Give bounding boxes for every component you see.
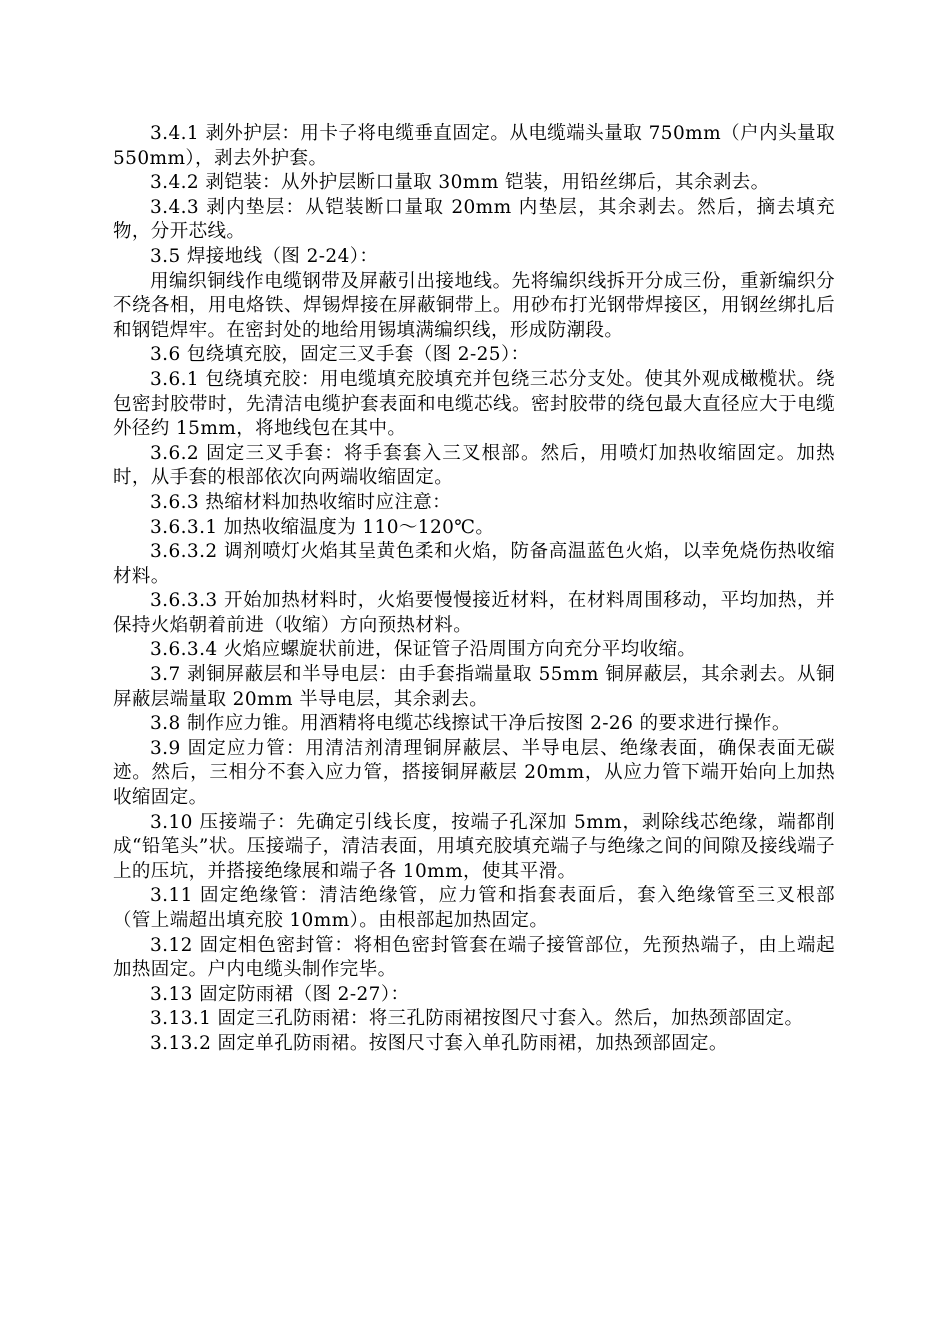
paragraph-3-4-1: 3.4.1 剥外护层：用卡子将电缆垂直固定。从电缆端头量取 750mm（户内头量取 550mm），剥去外护套。	[113, 123, 835, 169]
paragraph-3-4-3: 3.4.3 剥内垫层：从铠装断口量取 20mm 内垫层，其余剥去。然后，摘去填充物，分开芯线。	[113, 196, 835, 243]
paragraph-3-4-2: 3.4.2 剥铠装：从外护层断口量取 30mm 铠装，用铅丝绑后，其余剥去。	[150, 172, 770, 194]
paragraph-3-6-1: 3.6.1 包绕填充胶：用电缆填充胶填充并包绕三芯分支处。使其外观成橄榄状。绕包密封胶带时，先清洁电缆护套表面和电缆芯线。密封胶带的绕包最大直径应大于电缆外径约 15mm，将地线包在其中。	[113, 368, 835, 440]
heading-3-5: 3.5 焊接地线（图 2-24）：	[150, 245, 379, 267]
paragraph-3-10: 3.10 压接端子：先确定引线长度，按端子孔深加 5mm，剥除线芯绝缘，端都削成“铅笔头”状。压接端子，清洁表面，用填充胶填充端子与绝缘之间的间隙及接线端子上的压坑，并搭接绝缘展和端子各 10mm，使其平滑。	[113, 811, 835, 882]
paragraph-3-12: 3.12 固定相色密封管：将相色密封管套在端子接管部位，先预热端子，由上端起加热固定。户内电缆头制作完毕。	[113, 934, 835, 981]
paragraph-3-5-body: 用编织铜线作电缆钢带及屏蔽引出接地线。先将编织线拆开分成三份，重新编织分不绕各相，用电烙铁、焊锡焊接在屏蔽铜带上。用砂布打光钢带焊接区，用钢丝绑扎后和钢铠焊牢。在密封处的地给用锡填满编织线，形成防潮段。	[113, 270, 835, 341]
paragraph-3-11: 3.11 固定绝缘管：清洁绝缘管，应力管和指套表面后，套入绝缘管至三叉根部（管上端超出填充胶 10mm）。由根部起加热固定。	[113, 885, 835, 931]
paragraph-3-8: 3.8 制作应力锥。用酒精将电缆芯线擦试干净后按图 2-26 的要求进行操作。	[150, 713, 791, 735]
paragraph-3-6-3-4: 3.6.3.4 火焰应螺旋状前进，保证管子沿周围方向充分平均收缩。	[150, 639, 697, 661]
paragraph-3-13-2: 3.13.2 固定单孔防雨裙。按图尺寸套入单孔防雨裙，加热颈部固定。	[150, 1032, 728, 1054]
heading-3-6-3: 3.6.3 热缩材料加热收缩时应注意：	[150, 491, 452, 513]
heading-3-6: 3.6 包绕填充胶，固定三叉手套（图 2-25）：	[150, 344, 530, 366]
paragraph-3-9: 3.9 固定应力管：用清洁剂清理铜屏蔽层、半导电层、绝缘表面，确保表面无碳迹。然后，三相分不套入应力管，搭接铜屏蔽层 20mm，从应力管下端开始向上加热收缩固定。	[113, 737, 835, 809]
paragraph-3-6-3-2: 3.6.3.2 调剂喷灯火焰其呈黄色柔和火焰，防备高温蓝色火焰，以幸免烧伤热收缩材料。	[113, 541, 835, 587]
paragraph-3-13-1: 3.13.1 固定三孔防雨裙：将三孔防雨裙按图尺寸套入。然后，加热颈部固定。	[150, 1008, 804, 1030]
paragraph-3-6-3-1: 3.6.3.1 加热收缩温度为 110～120℃。	[150, 516, 495, 538]
heading-3-13: 3.13 固定防雨裙（图 2-27）：	[150, 983, 410, 1005]
paragraph-3-6-2: 3.6.2 固定三叉手套：将手套套入三叉根部。然后，用喷灯加热收缩固定。加热时，从手套的根部依次向两端收缩固定。	[113, 442, 835, 489]
paragraph-3-6-3-3: 3.6.3.3 开始加热材料时，火焰要慢慢接近材料，在材料周围移动，平均加热，并保持火焰朝着前进（收缩）方向预热材料。	[113, 590, 835, 636]
document-body	[113, 122, 835, 1057]
paragraph-3-7: 3.7 剥铜屏蔽层和半导电层：由手套指端量取 55mm 铜屏蔽层，其余剥去。从铜屏蔽层端量取 20mm 半导电层，其余剥去。	[113, 664, 835, 710]
